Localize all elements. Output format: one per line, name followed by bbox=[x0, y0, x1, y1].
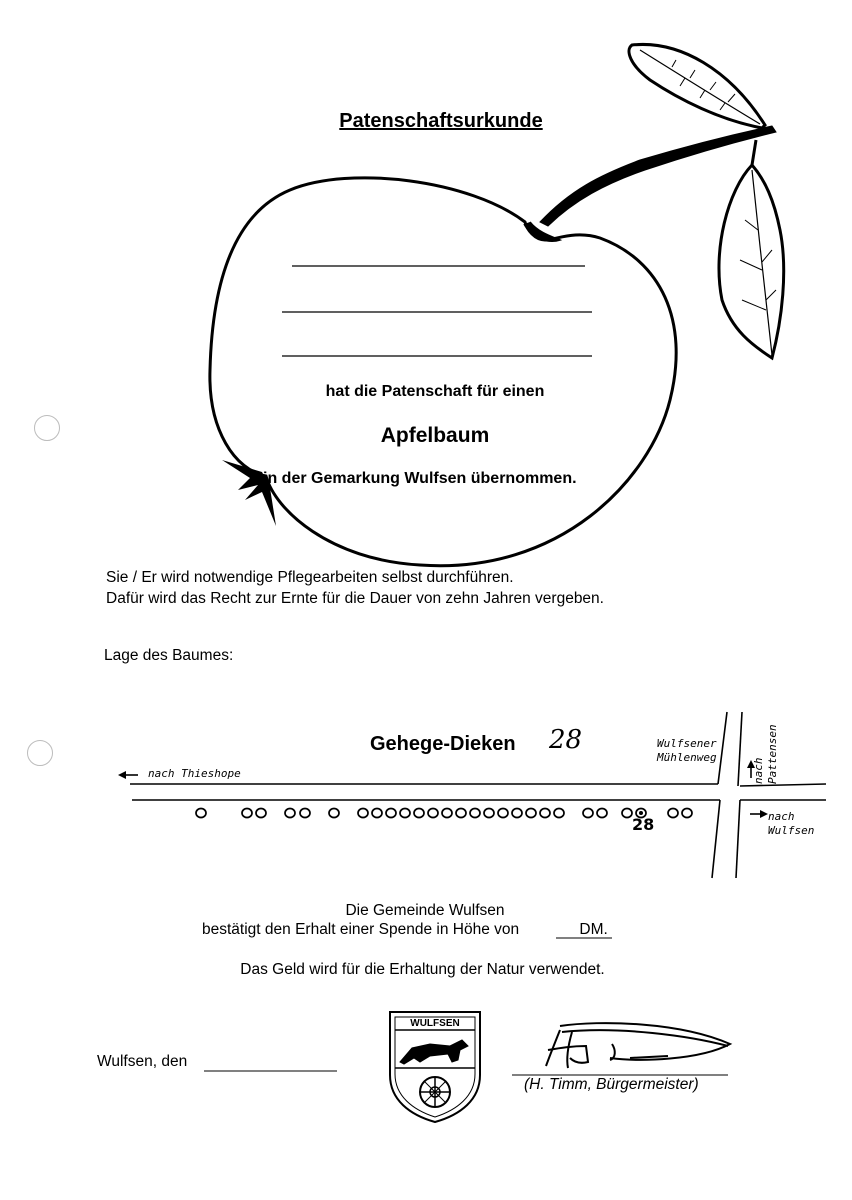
house-number: 28 bbox=[549, 725, 583, 755]
west-direction-label: nach Thieshope bbox=[148, 767, 241, 780]
tree-type: Apfelbaum bbox=[380, 424, 490, 447]
arrow-east-icon bbox=[760, 810, 768, 818]
leaf-lower-stalk bbox=[752, 140, 756, 165]
side-street-line1: Wulfsener bbox=[657, 737, 717, 750]
east-direction-line2: Wulfsen bbox=[768, 823, 815, 837]
apple-outline bbox=[210, 178, 676, 566]
certificate-title: Patenschaftsurkunde bbox=[339, 110, 543, 132]
cross-street-left bbox=[718, 712, 727, 784]
municipality-line: Die Gemeinde Wulfsen bbox=[345, 902, 505, 919]
patenschaft-line: hat die Patenschaft für einen bbox=[325, 383, 545, 400]
donation-line bbox=[202, 921, 608, 939]
place-date-label: Wulfsen, den bbox=[97, 1053, 188, 1070]
wolf-icon bbox=[400, 1040, 468, 1064]
side-street-label bbox=[657, 737, 717, 765]
street-name: Gehege-Dieken bbox=[370, 733, 516, 755]
tree-number-label: 28 bbox=[632, 815, 655, 834]
north-direction-line1: nach bbox=[752, 757, 765, 784]
leaf-lower bbox=[719, 165, 784, 358]
north-direction-label bbox=[752, 724, 780, 784]
harvest-line: Dafür wird das Recht zur Ernte für die Dauer von zehn Jahren vergeben. bbox=[106, 590, 604, 607]
tree-row bbox=[196, 809, 692, 818]
mayor-signature bbox=[546, 1023, 730, 1068]
donation-text-before: bestätigt den Erhalt einer Spende in Höhe von bbox=[202, 921, 524, 938]
gemarkung-line: in der Gemarkung Wulfsen übernommen. bbox=[263, 470, 577, 487]
care-line: Sie / Er wird notwendige Pflegearbeiten selbst durchführen. bbox=[106, 569, 514, 586]
arrow-west-icon bbox=[118, 771, 126, 779]
location-label: Lage des Baumes: bbox=[104, 647, 234, 664]
side-street-line2: Mühlenweg bbox=[657, 750, 717, 764]
north-direction-line2: Pattensen bbox=[765, 724, 779, 784]
usage-line: Das Geld wird für die Erhaltung der Natur verwendet. bbox=[240, 961, 605, 978]
apple-dimple bbox=[524, 222, 560, 241]
cross-street-right bbox=[738, 712, 742, 786]
east-direction-line1: nach bbox=[768, 810, 795, 823]
mayor-name: (H. Timm, Bürgermeister) bbox=[524, 1076, 699, 1093]
donation-text-after: DM. bbox=[579, 921, 608, 938]
east-direction-label bbox=[768, 810, 814, 838]
seal-text: WULFSEN bbox=[410, 1018, 460, 1029]
